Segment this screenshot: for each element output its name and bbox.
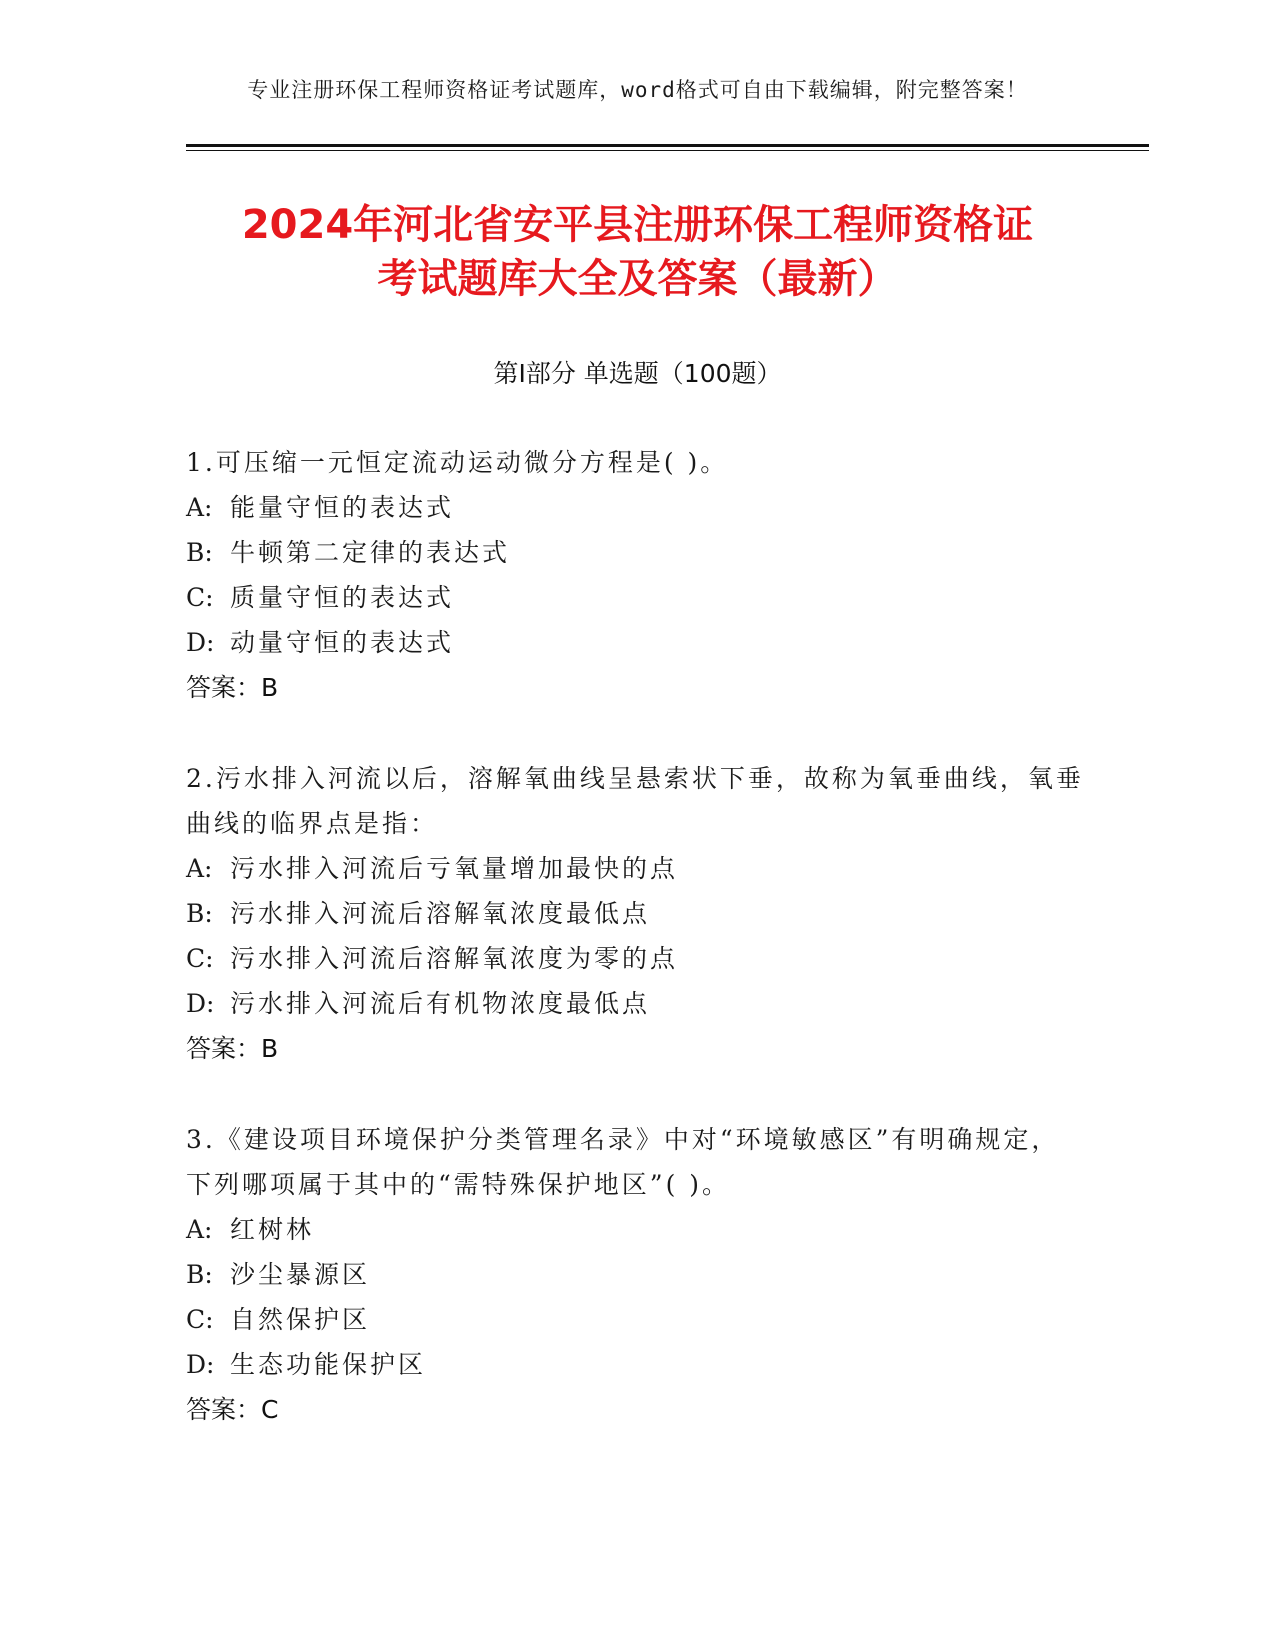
header-divider-thin (186, 150, 1149, 151)
option-c (186, 575, 1086, 620)
option-c (186, 936, 1086, 981)
option-key: D: (186, 628, 215, 657)
option-text: 自然保护区 (230, 1305, 371, 1334)
option-text: 污水排入河流后有机物浓度最低点 (230, 989, 651, 1018)
option-b (186, 1252, 1086, 1297)
option-text: 污水排入河流后溶解氧浓度为零的点 (230, 944, 679, 973)
option-text: 红树林 (230, 1215, 315, 1244)
header-divider-thick (186, 144, 1149, 147)
option-key: A: (186, 854, 213, 883)
option-text: 质量守恒的表达式 (230, 583, 455, 612)
option-text: 动量守恒的表达式 (230, 628, 455, 657)
option-a (186, 485, 1086, 530)
question-stem: 3.《建设项目环境保护分类管理名录》中对“环境敏感区”有明确规定，下列哪项属于其中的“需特殊保护地区”( )。 (186, 1125, 1060, 1199)
option-text: 生态功能保护区 (230, 1350, 427, 1379)
section-title: 第Ⅰ部分 单选题（100题） (493, 359, 782, 388)
question-2 (186, 756, 1086, 1071)
option-text: 能量守恒的表达式 (230, 493, 455, 522)
option-key: A: (186, 493, 213, 522)
option-a (186, 846, 1086, 891)
option-a (186, 1207, 1086, 1252)
option-d (186, 981, 1086, 1026)
document-title (0, 198, 1275, 306)
option-key: C: (186, 1305, 214, 1334)
question-1 (186, 440, 1086, 710)
option-b (186, 891, 1086, 936)
header-note: 专业注册环保工程师资格证考试题库，word格式可自由下载编辑，附完整答案！ (247, 78, 1028, 102)
question-stem: 1.可压缩一元恒定流动运动微分方程是( )。 (186, 448, 729, 477)
answer-line: 答案：B (186, 673, 279, 702)
option-d (186, 620, 1086, 665)
option-key: B: (186, 899, 213, 928)
question-stem: 2.污水排入河流以后，溶解氧曲线呈悬索状下垂，故称为氧垂曲线，氧垂曲线的临界点是指： (186, 764, 1084, 838)
option-key: A: (186, 1215, 213, 1244)
answer-line: 答案：B (186, 1034, 279, 1063)
option-b (186, 530, 1086, 575)
option-key: D: (186, 1350, 215, 1379)
question-3 (186, 1117, 1086, 1432)
option-text: 牛顿第二定律的表达式 (230, 538, 511, 567)
option-key: C: (186, 944, 214, 973)
option-key: B: (186, 538, 213, 567)
option-key: D: (186, 989, 215, 1018)
option-text: 沙尘暴源区 (230, 1260, 371, 1289)
question-list (186, 440, 1086, 1478)
option-key: B: (186, 1260, 213, 1289)
option-c (186, 1297, 1086, 1342)
document-title-line-2: 考试题库大全及答案（最新） (377, 256, 898, 302)
document-title-line-1: 2024年河北省安平县注册环保工程师资格证 (241, 202, 1034, 248)
option-d (186, 1342, 1086, 1387)
option-text: 污水排入河流后溶解氧浓度最低点 (230, 899, 651, 928)
answer-line: 答案：C (186, 1395, 279, 1424)
option-key: C: (186, 583, 214, 612)
option-text: 污水排入河流后亏氧量增加最快的点 (230, 854, 679, 883)
